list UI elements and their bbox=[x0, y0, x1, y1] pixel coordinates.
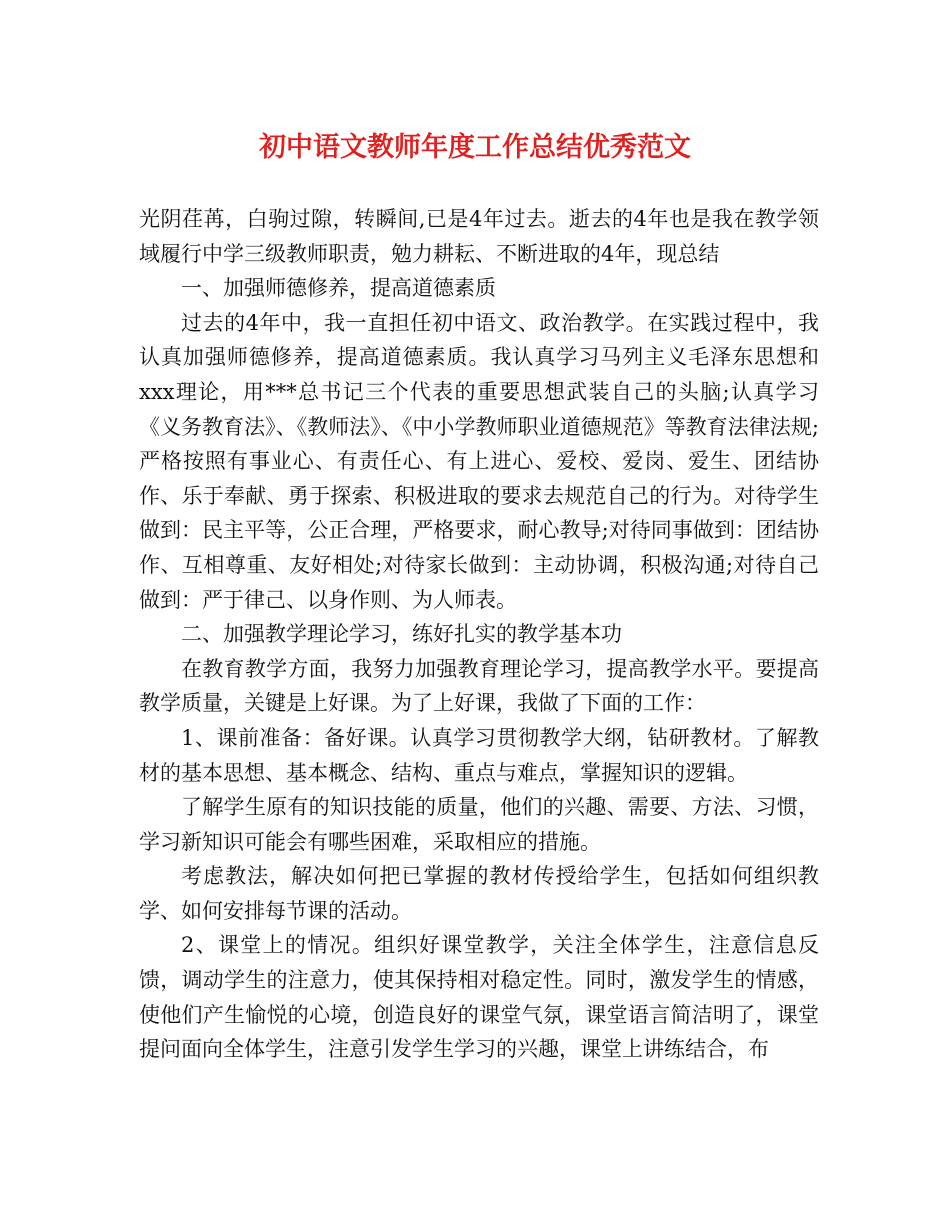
paragraph-know-students: 了解学生原有的知识技能的质量，他们的兴趣、需要、方法、习惯，学习新知识可能会有哪些困难，采取相应的措施。 bbox=[139, 795, 819, 854]
paragraph-teaching: 在教育教学方面，我努力加强教育理论学习，提高教学水平。要提高教学质量，关键是上好课。为了上好课，我做了下面的工作： bbox=[139, 656, 819, 716]
paragraph-lesson-prep: 1、课前准备：备好课。认真学习贯彻教学大纲，钻研教材。了解教材的基本思想、基本概念、结构、重点与难点，掌握知识的逻辑。 bbox=[139, 725, 819, 785]
section-heading-1: 一、加强师德修养，提高道德素质 bbox=[181, 276, 496, 301]
paragraph-methods: 考虑教法，解决如何把已掌握的教材传授给学生，包括如何组织教学、如何安排每节课的活动。 bbox=[139, 864, 819, 923]
paragraph-intro: 光阴荏苒，白驹过隙，转瞬间,已是4年过去。逝去的4年也是我在教学领域履行中学三级教师职责，勉力耕耘、不断进取的4年，现总结 bbox=[139, 207, 819, 266]
paragraph-ethics: 过去的4年中，我一直担任初中语文、政治教学。在实践过程中，我认真加强师德修养，提高道德素质。我认真学习马列主义毛泽东思想和xxx理论，用***总书记三个代表的重要思想武装自己的头脑;认真学习《义务教育法》、《教师法》、《中小学教师职业道德规范》等教育法律法规;严格按照有事业心、有责任心、有上进心、爱校、爱岗、爱生、团结协作、乐于奉献、勇于探索、积极进取的要求去规范自己的行为。对待学生做到：民主平等，公正合理，严格要求，耐心教导;对待同事做到：团结协作、互相尊重、友好相处;对待家长做到：主动协调，积极沟通;对待自己做到：严于律己、以身作则、为人师表。 bbox=[139, 310, 819, 612]
paragraph-classroom: 2、课堂上的情况。组织好课堂教学，关注全体学生，注意信息反馈，调动学生的注意力，使其保持相对稳定性。同时，激发学生的情感，使他们产生愉悦的心境，创造良好的课堂气氛，课堂语言简洁明了，课堂提问面向全体学生，注意引发学生学习的兴趣，课堂上讲练结合，布 bbox=[139, 933, 819, 1062]
section-heading-2: 二、加强教学理论学习，练好扎实的教学基本功 bbox=[181, 622, 622, 647]
document-body bbox=[139, 202, 819, 1067]
document-title: 初中语文教师年度工作总结优秀范文 bbox=[259, 132, 691, 163]
